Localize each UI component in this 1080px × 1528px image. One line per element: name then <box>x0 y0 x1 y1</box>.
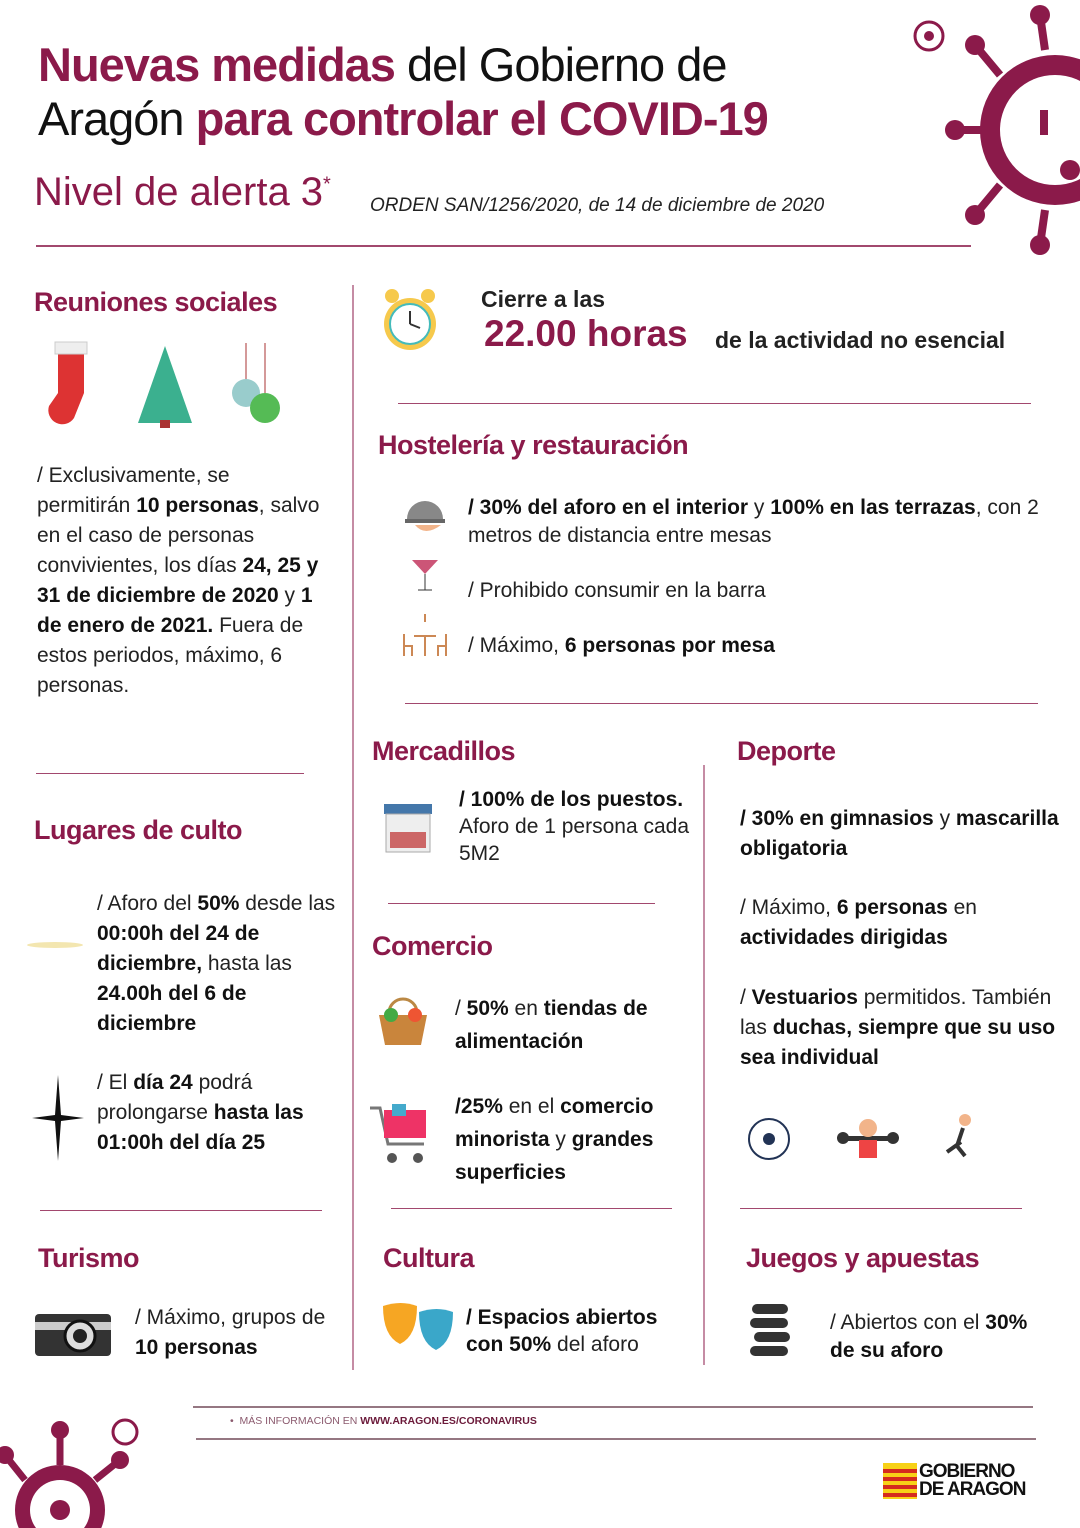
bold-text: hasta las 01:00h del día 25 <box>97 1101 304 1154</box>
bold-text: actividades dirigidas <box>740 926 948 949</box>
small-virus-icon <box>905 12 953 60</box>
text: en <box>947 896 977 919</box>
cocktail-icon <box>410 552 440 594</box>
bold-text: 24.00h del 6 de diciembre <box>97 982 247 1035</box>
text: / Exclusivamente, se permitirán <box>37 464 230 517</box>
section-title-reuniones: Reuniones sociales <box>34 287 278 317</box>
divider <box>740 1208 1022 1209</box>
text: / Máximo, <box>740 896 837 919</box>
bold-text: día 24 <box>133 1071 193 1094</box>
reuniones-text <box>37 461 327 701</box>
text: Aforo de 1 persona cada 5M2 <box>459 815 689 865</box>
aragon-flag-icon <box>883 1463 917 1499</box>
bold-text: duchas, siempre que su uso sea individual <box>740 1016 1056 1069</box>
section-title-hosteleria: Hostelería y restauración <box>378 430 689 460</box>
bold-text: mascarilla obligatoria <box>740 807 1059 860</box>
gobierno-aragon-logo: GOBIERNO DE ARAGON <box>883 1463 1025 1499</box>
divider <box>391 1208 672 1209</box>
bold-text: / Espacios abiertos con 50% <box>466 1306 658 1356</box>
glow-star-icon <box>25 935 85 955</box>
page-title: Nuevas medidas del Gobierno de Aragón para controlar el COVID-19 <box>38 38 768 145</box>
bold-text: /25% <box>455 1095 503 1118</box>
bold-text: 24, 25 y 31 de diciembre de 2020 <box>37 554 319 607</box>
text: / Máximo, <box>468 634 565 657</box>
bold-text: tiendas de alimentación <box>455 997 648 1053</box>
text: , con 2 metros de distancia entre mesas <box>468 496 1039 547</box>
culto-text-2 <box>97 1068 347 1158</box>
divider <box>405 703 1038 704</box>
bold-text: 00:00h del 24 de diciembre, <box>97 922 260 975</box>
cierre-line2: de la actividad no esencial <box>715 327 1006 353</box>
bold-text: 30% de su aforo <box>830 1311 1028 1362</box>
deporte-text-1 <box>740 804 1060 864</box>
camera-icon <box>35 1308 111 1356</box>
alert-level: Nivel de alerta 3* <box>34 170 331 214</box>
bold-text: / 100% de los puestos. <box>459 788 684 811</box>
info-link[interactable]: WWW.ARAGON.ES/CORONAVIRUS <box>360 1415 537 1427</box>
bold-text: 100% en las terrazas <box>770 496 976 519</box>
divider <box>40 1210 322 1211</box>
more-info: • MÁS INFORMACIÓN EN WWW.ARAGON.ES/CORONAVIRUS <box>230 1415 537 1427</box>
virus-icon <box>0 1410 150 1528</box>
text: Fuera de estos periodos, máximo, 6 personas. <box>37 614 304 697</box>
hosteleria-text-1 <box>468 494 1048 550</box>
bold-text: Vestuarios <box>751 986 858 1009</box>
virus-icon <box>945 0 1080 260</box>
bold-text: 6 personas por mesa <box>564 634 775 657</box>
section-title-juegos: Juegos y apuestas <box>746 1243 980 1273</box>
text: y <box>933 807 956 830</box>
comercio-text-1 <box>455 992 695 1058</box>
text: / El <box>97 1071 134 1094</box>
comercio-text-2 <box>455 1090 700 1189</box>
sports-icons <box>745 1112 985 1170</box>
text: permitidos. También las <box>740 986 1052 1039</box>
text: / Máximo, grupos de <box>135 1306 326 1329</box>
bold-text: 6 personas <box>836 896 948 919</box>
text: desde las <box>239 892 336 915</box>
casino-chips-icon <box>748 1302 792 1358</box>
section-title-comercio: Comercio <box>372 931 493 961</box>
deporte-text-3 <box>740 983 1060 1073</box>
cierre-line1: Cierre a las <box>481 286 606 312</box>
text: y <box>278 584 301 607</box>
bold-text: 50% <box>466 997 509 1020</box>
market-stall-icon <box>382 802 434 854</box>
text: / <box>455 997 467 1020</box>
text: / Aforo del <box>97 892 198 915</box>
text: / Abiertos con el <box>830 1311 986 1334</box>
bold-text: / 30% en gimnasios <box>740 807 934 830</box>
deporte-text-2 <box>740 893 1060 953</box>
text: y <box>748 496 771 519</box>
text: , salvo en el caso de personas convivientes, los días <box>37 494 320 577</box>
juegos-text <box>830 1309 1050 1365</box>
bold-text: 1 de enero de 2021. <box>37 584 313 637</box>
order-reference: ORDEN SAN/1256/2020, de 14 de diciembre de 2020 <box>370 195 825 216</box>
text: y <box>549 1128 572 1151</box>
text: podrá prolongarse <box>97 1071 253 1124</box>
divider <box>193 1406 1033 1408</box>
cierre-hour: 22.00 horas <box>484 313 688 354</box>
alarm-clock-icon <box>380 284 440 356</box>
text: del aforo <box>551 1333 639 1356</box>
bold-text: / 30% del aforo en el interior <box>468 496 749 519</box>
section-title-cultura: Cultura <box>383 1243 474 1273</box>
section-title-deporte: Deporte <box>737 736 836 766</box>
section-title-mercadillos: Mercadillos <box>372 736 516 766</box>
text: en el <box>502 1095 561 1118</box>
text: hasta las <box>202 952 292 975</box>
hosteleria-text-3 <box>468 631 1028 661</box>
divider <box>36 773 304 774</box>
table-chairs-icon <box>400 612 450 658</box>
divider <box>388 903 655 904</box>
bold-text: 10 personas <box>136 494 259 517</box>
bold-text: comercio minorista <box>455 1095 654 1151</box>
hosteleria-text-2 <box>468 576 1028 606</box>
star-icon <box>32 1075 84 1161</box>
bold-text: 50% <box>197 892 240 915</box>
cloche-icon <box>403 493 447 537</box>
turismo-text <box>135 1303 335 1363</box>
cultura-text <box>466 1304 696 1358</box>
divider <box>398 403 1031 404</box>
food-basket-icon <box>377 993 429 1047</box>
shopping-cart-icon <box>368 1102 432 1166</box>
text: / Prohibido consumir en la barra <box>468 579 766 602</box>
divider <box>703 765 705 1365</box>
mercadillos-text <box>459 786 689 867</box>
section-title-culto: Lugares de culto <box>34 815 243 845</box>
bold-text: 10 personas <box>135 1336 258 1359</box>
text: en <box>508 997 544 1020</box>
christmas-icons <box>40 338 290 430</box>
text: / <box>740 986 752 1009</box>
section-title-turismo: Turismo <box>38 1243 140 1273</box>
bold-text: grandes superficies <box>455 1128 654 1184</box>
divider <box>352 285 354 1370</box>
theater-masks-icon <box>381 1302 457 1352</box>
culto-text-1 <box>97 889 347 1039</box>
divider <box>36 245 971 247</box>
divider <box>196 1438 1036 1440</box>
